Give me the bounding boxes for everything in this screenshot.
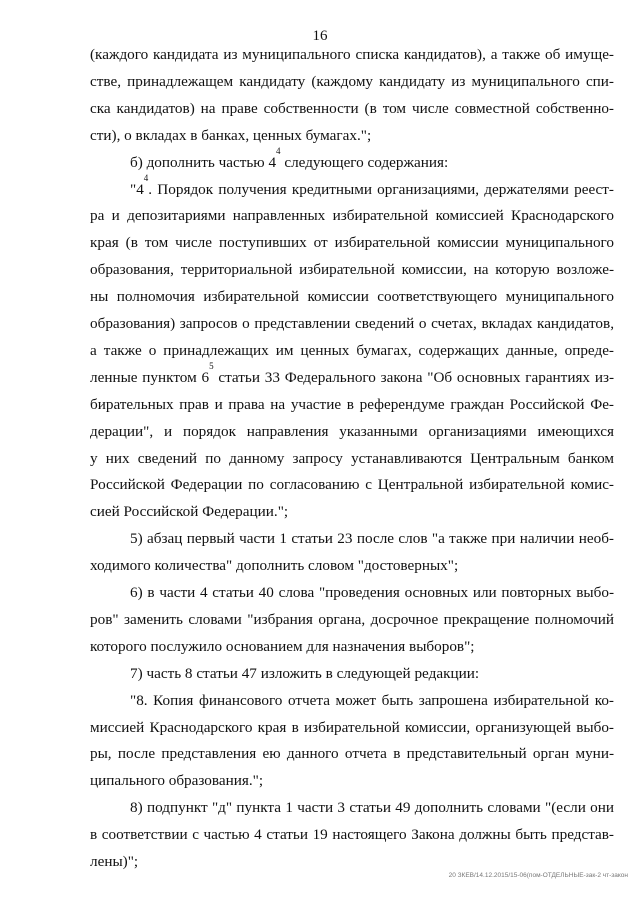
text-line: ска кандидатов) на праве собственности (в том числе совместной собственно- bbox=[90, 99, 614, 117]
text-line: 5) абзац первый части 1 статьи 23 после слов "а также при наличии необ- bbox=[130, 530, 614, 548]
text-line: ров" заменить словами "избрания органа, досрочное прекращение полномочий bbox=[90, 610, 614, 628]
text-segment: . Порядок получения кредитными организациями, держателями реест- bbox=[148, 180, 614, 198]
text-line: лены)"; bbox=[90, 853, 139, 870]
text-line: ны полномочия избирательной комиссии соответствующего муниципального bbox=[90, 288, 614, 306]
text-line: которого послужило основанием для назначения выборов"; bbox=[90, 637, 475, 655]
text-line: у них сведений по данному запросу устанавливаются Центральным банком bbox=[90, 449, 614, 467]
text-line bbox=[90, 360, 614, 388]
text-segment: следующего содержания: bbox=[280, 153, 449, 171]
superscript: 5 bbox=[209, 360, 214, 371]
text-line: стве, принадлежащем кандидату (каждому кандидату из муниципального спи- bbox=[90, 72, 614, 90]
text-line: (каждого кандидата из муниципального списка кандидатов), а также об имуще- bbox=[90, 46, 614, 63]
text-line: Российской Федерации по согласованию с Центральной избирательной комис- bbox=[90, 476, 614, 494]
text-line: бирательных прав и права на участие в референдуме граждан Российской Фе- bbox=[90, 395, 614, 413]
text-line bbox=[130, 172, 614, 200]
footer-file-path: 20 ЗКЕВ/14.12.2015/15-06(пом-ОТДЕЛЬНЫЕ-зак-2 чт-закон bbox=[448, 872, 628, 879]
text-line: 6) в части 4 статьи 40 слова "проведения основных или повторных выбо- bbox=[130, 584, 614, 601]
page-number: 16 bbox=[312, 28, 328, 44]
text-line bbox=[130, 145, 614, 173]
text-line: миссией Краснодарского края в избирательной комиссии, организующей выбо- bbox=[90, 718, 614, 736]
text-line: ходимого количества" дополнить словом "достоверных"; bbox=[90, 557, 459, 575]
superscript: 4 bbox=[276, 145, 281, 156]
text-line: края (в том числе поступивших от избирательной комиссии муниципального bbox=[90, 234, 614, 252]
text-segment: "4 bbox=[130, 180, 144, 198]
text-line: ры, после представления ею данного отчета в представительный орган муни- bbox=[90, 745, 614, 763]
text-line: образования) запросов о представлении сведений о счетах, вкладах кандидатов, bbox=[90, 315, 614, 332]
text-segment: ленные пунктом 6 bbox=[90, 368, 210, 386]
superscript: 4 bbox=[143, 172, 149, 183]
text-segment: б) дополнить частью 4 bbox=[130, 153, 277, 171]
text-line: 8) подпункт "д" пункта 1 части 3 статьи 49 дополнить словами "(если они bbox=[130, 799, 614, 817]
text-line: 7) часть 8 статьи 47 изложить в следующей редакции: bbox=[130, 664, 480, 682]
text-segment: статьи 33 Федерального закона "Об основных гарантиях из- bbox=[213, 368, 614, 386]
text-line: ра и депозитариями направленных избирательной комиссией Краснодарского bbox=[90, 207, 614, 225]
text-line: сией Российской Федерации."; bbox=[90, 503, 289, 521]
text-line: а также о принадлежащих им ценных бумагах, содержащих данные, опреде- bbox=[90, 341, 614, 359]
text-line: дерации", и порядок направления указанными организациями имеющихся bbox=[90, 422, 614, 440]
text-line: ципального образования."; bbox=[90, 772, 264, 790]
text-line: в соответствии с частью 4 статьи 19 настоящего Закона должны быть представ- bbox=[90, 826, 614, 844]
text-line: "8. Копия финансового отчета может быть запрошена избирательной ко- bbox=[130, 691, 614, 709]
text-line: образования, территориальной избирательной комиссии, на которую возложе- bbox=[90, 261, 614, 279]
text-line: сти), о вкладах в банках, ценных бумагах."; bbox=[90, 126, 372, 144]
